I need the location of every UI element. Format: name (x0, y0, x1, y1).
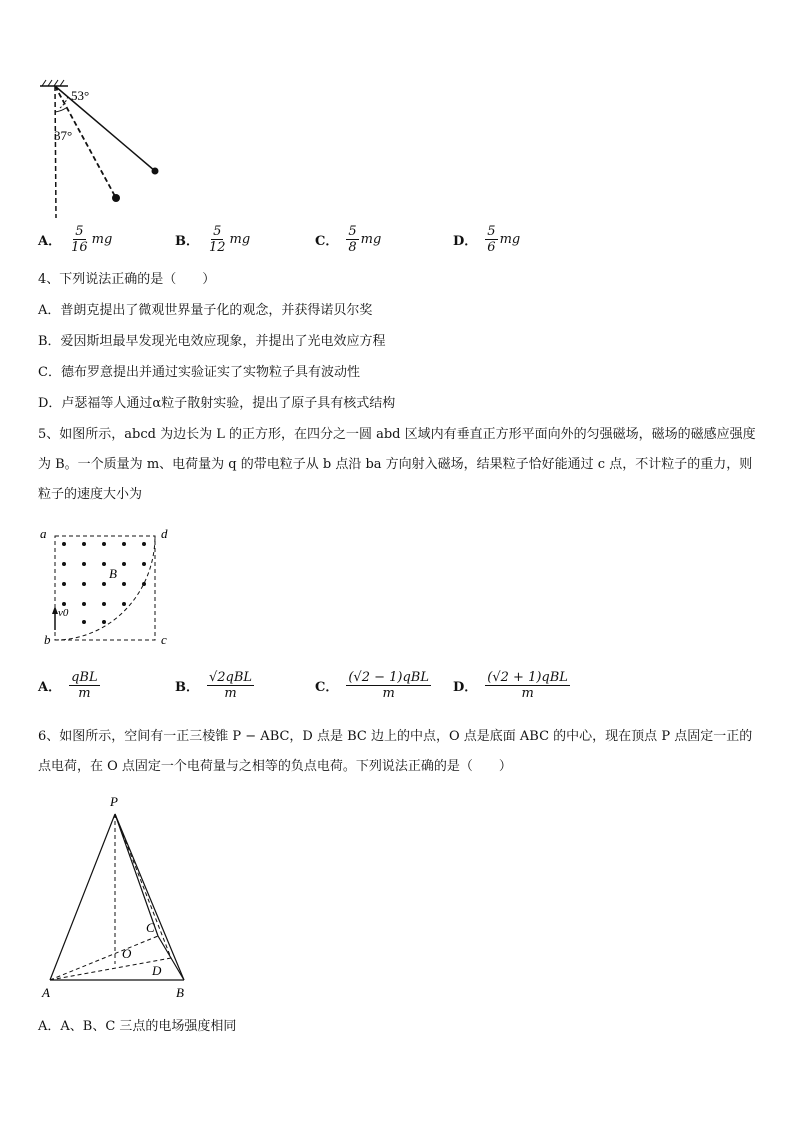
point-d-label: D (152, 963, 162, 978)
angle-53-label: 53° (71, 88, 90, 103)
q4-option-b[interactable]: B．爱因斯坦最早发现光电效应现象，并提出了光电效应方程 (38, 334, 386, 349)
point-d-label: d (161, 526, 168, 541)
vertex-c-label: C (146, 920, 155, 935)
point-c-label: c (161, 632, 167, 646)
vertex-p-label: P (110, 794, 118, 809)
q3-option-c[interactable]: C． $\frac{5}{8}$ mg (315, 224, 382, 255)
pyramid-figure (38, 790, 198, 1002)
fraction: $\frac{\text{qBL}}{m}$ (71, 670, 98, 701)
q5-option-c[interactable]: C． $\frac{\text{(√2 − 1)qBL}}{m}$ (315, 670, 429, 701)
q6-stem: 6、如图所示，空间有一正三棱锥 P − ABC，D 点是 BC 边上的中点，O 点是底面 ABC 的中心，现在顶点 P 点固定一正的点电荷，在 O 点固定一个电荷量与之相等的负点电荷。下列说法正确的是（ ） (38, 729, 753, 774)
fraction: $\frac{\text{(√2 − 1)qBL}}{m}$ (348, 670, 429, 701)
q3-option-b[interactable]: B． $\frac{5}{12}$ mg (175, 224, 251, 255)
fraction: $\frac{5}{8}$ (348, 224, 357, 255)
q6-option-a[interactable]: A．A、B、C 三点的电场强度相同 (38, 1019, 237, 1034)
q4-stem: 4、下列说法正确的是（ ） (38, 272, 216, 287)
point-o-label: O (122, 946, 132, 961)
fraction: $\frac{\text{√2qBL}}{m}$ (209, 670, 253, 701)
q4-option-c[interactable]: C．德布罗意提出并通过实验证实了实物粒子具有波动性 (38, 365, 360, 380)
fraction: $\frac{5}{6}$ (487, 224, 496, 255)
vertex-b-label: B (176, 985, 184, 1000)
q3-option-a[interactable]: A． $\frac{5}{16}$ mg (38, 224, 113, 255)
q4-option-d[interactable]: D．卢瑟福等人通过α粒子散射实验，提出了原子具有核式结构 (38, 396, 396, 411)
q3-option-d[interactable]: D． $\frac{5}{6}$ mg (453, 224, 521, 255)
q5-option-b[interactable]: B． $\frac{\text{√2qBL}}{m}$ (175, 670, 253, 701)
q5-option-d[interactable]: D． $\frac{\text{(√2 + 1)qBL}}{m}$ (453, 670, 568, 701)
vertex-a-label: A (42, 985, 50, 1000)
fraction: $\frac{5}{16}$ (71, 224, 88, 255)
angle-37-label: 37° (54, 128, 73, 143)
q4-option-a[interactable]: A．普朗克提出了微观世界量子化的观念，并获得诺贝尔奖 (38, 303, 373, 318)
q5-option-a[interactable]: A． $\frac{\text{qBL}}{m}$ (38, 670, 98, 701)
fraction: $\frac{5}{12}$ (209, 224, 226, 255)
point-a-label: a (40, 526, 47, 541)
square-field-figure (38, 524, 178, 646)
pendulum-figure (38, 78, 178, 220)
point-b-label: b (44, 632, 51, 646)
fraction: $\frac{\text{(√2 + 1)qBL}}{m}$ (487, 670, 568, 701)
velocity-label: v0 (58, 607, 69, 619)
q5-stem: 5、如图所示，abcd 为边长为 L 的正方形，在四分之一圆 abd 区域内有垂直正方形平面向外的匀强磁场，磁场的磁感应强度为 B。一个质量为 m、电荷量为 q 的带电粒子从 b 点沿 ba 方向射入磁场，结果粒子恰好能通过 c 点，不计粒子的重力，则粒子的速度大小为 (38, 427, 756, 502)
field-b-label: B (109, 566, 117, 581)
